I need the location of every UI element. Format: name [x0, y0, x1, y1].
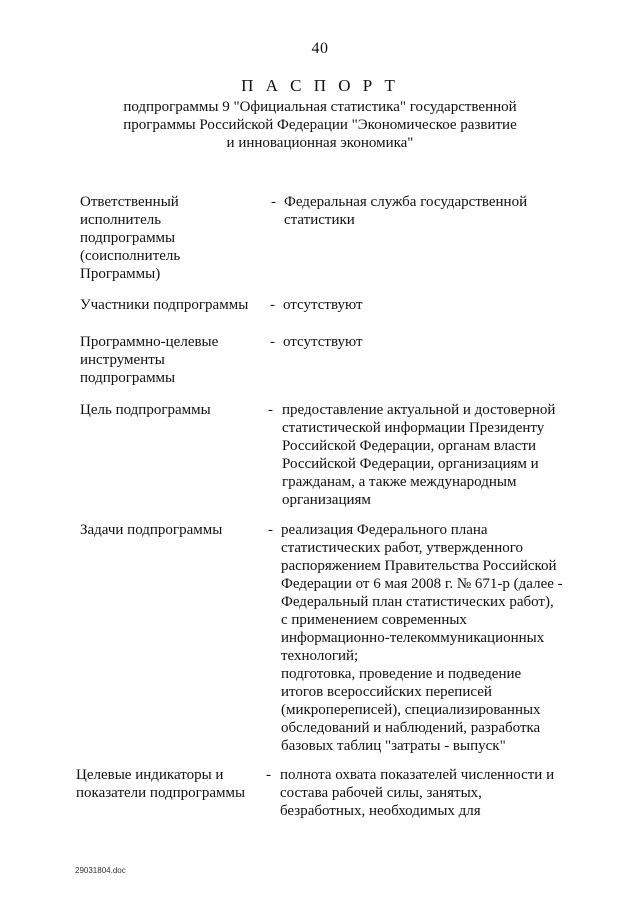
value-line: отсутствуют: [283, 297, 363, 313]
row-value: [282, 401, 555, 509]
value-line: Федеральная служба государственной: [284, 194, 528, 210]
value-line: безработных, необходимых для: [280, 803, 481, 819]
value-line: итогов всероссийских переписей: [281, 684, 492, 700]
subtitle-line: и инновационная экономика": [226, 135, 414, 151]
row-value: [281, 521, 563, 755]
row-label: [80, 401, 211, 419]
value-line: технологий;: [281, 648, 359, 664]
value-line: обследований и наблюдений, разработка: [281, 720, 541, 736]
value-line: (микропереписей), специализированных: [281, 702, 541, 718]
value-line: подготовка, проведение и подведение: [281, 666, 522, 682]
value-line: состава рабочей силы, занятых,: [280, 785, 482, 801]
row-dash: -: [268, 402, 273, 418]
page-title: П А С П О Р Т: [241, 76, 399, 95]
label-line: исполнитель: [80, 212, 162, 228]
subtitle-line: подпрограммы 9 "Официальная статистика" государственной: [123, 99, 517, 115]
page-number: 40: [311, 40, 329, 57]
label-line: подпрограммы: [80, 230, 176, 246]
page-subtitle: [80, 98, 560, 152]
value-line: базовых таблиц "затраты - выпуск": [281, 738, 506, 754]
value-line: Российской Федерации, организациям и: [282, 456, 539, 472]
value-line: Федерации от 6 мая 2008 г. № 671-р (далее -: [281, 576, 563, 592]
row-value: [283, 333, 363, 351]
label-line: (соисполнитель: [80, 248, 181, 264]
label-line: инструменты: [80, 352, 165, 368]
value-line: организациям: [282, 492, 371, 508]
row-dash: -: [266, 767, 271, 783]
label-line: подпрограммы: [80, 370, 176, 386]
label-line: Ответственный: [80, 194, 179, 210]
value-line: предоставление актуальной и достоверной: [282, 402, 556, 418]
value-line: Федеральный план статистических работ),: [281, 594, 554, 610]
row-label: [76, 766, 245, 802]
row-dash: -: [268, 522, 273, 538]
label-line: Программы): [80, 266, 161, 282]
row-dash: -: [271, 194, 276, 210]
row-dash: -: [270, 334, 275, 350]
value-line: гражданам, а также международным: [282, 474, 517, 490]
label-line: показатели подпрограммы: [76, 785, 246, 801]
value-line: полнота охвата показателей численности и: [280, 767, 555, 783]
subtitle-line: программы Российской Федерации "Экономическое развитие: [123, 117, 517, 133]
document-filename: 29031804.doc: [75, 866, 126, 875]
label-line: Цель подпрограммы: [80, 402, 211, 418]
value-line: распоряжением Правительства Российской: [281, 558, 557, 574]
value-line: реализация Федерального плана: [281, 522, 488, 538]
label-line: Программно-целевые: [80, 334, 219, 350]
row-value: [280, 766, 554, 820]
value-line: отсутствуют: [283, 334, 363, 350]
value-line: с применением современных: [281, 612, 467, 628]
row-label: [80, 296, 248, 314]
label-line: Участники подпрограммы: [80, 297, 249, 313]
value-line: статистической информации Президенту: [282, 420, 545, 436]
value-line: Российской Федерации, органам власти: [282, 438, 537, 454]
row-label: [80, 193, 180, 283]
value-line: статистики: [284, 212, 355, 228]
value-line: информационно-телекоммуникационных: [281, 630, 545, 646]
row-value: [283, 296, 363, 314]
row-value: [284, 193, 527, 229]
label-line: Задачи подпрограммы: [80, 522, 223, 538]
value-line: статистических работ, утвержденного: [281, 540, 523, 556]
row-dash: -: [270, 297, 275, 313]
label-line: Целевые индикаторы и: [76, 767, 224, 783]
row-label: [80, 333, 218, 387]
row-label: [80, 521, 222, 539]
